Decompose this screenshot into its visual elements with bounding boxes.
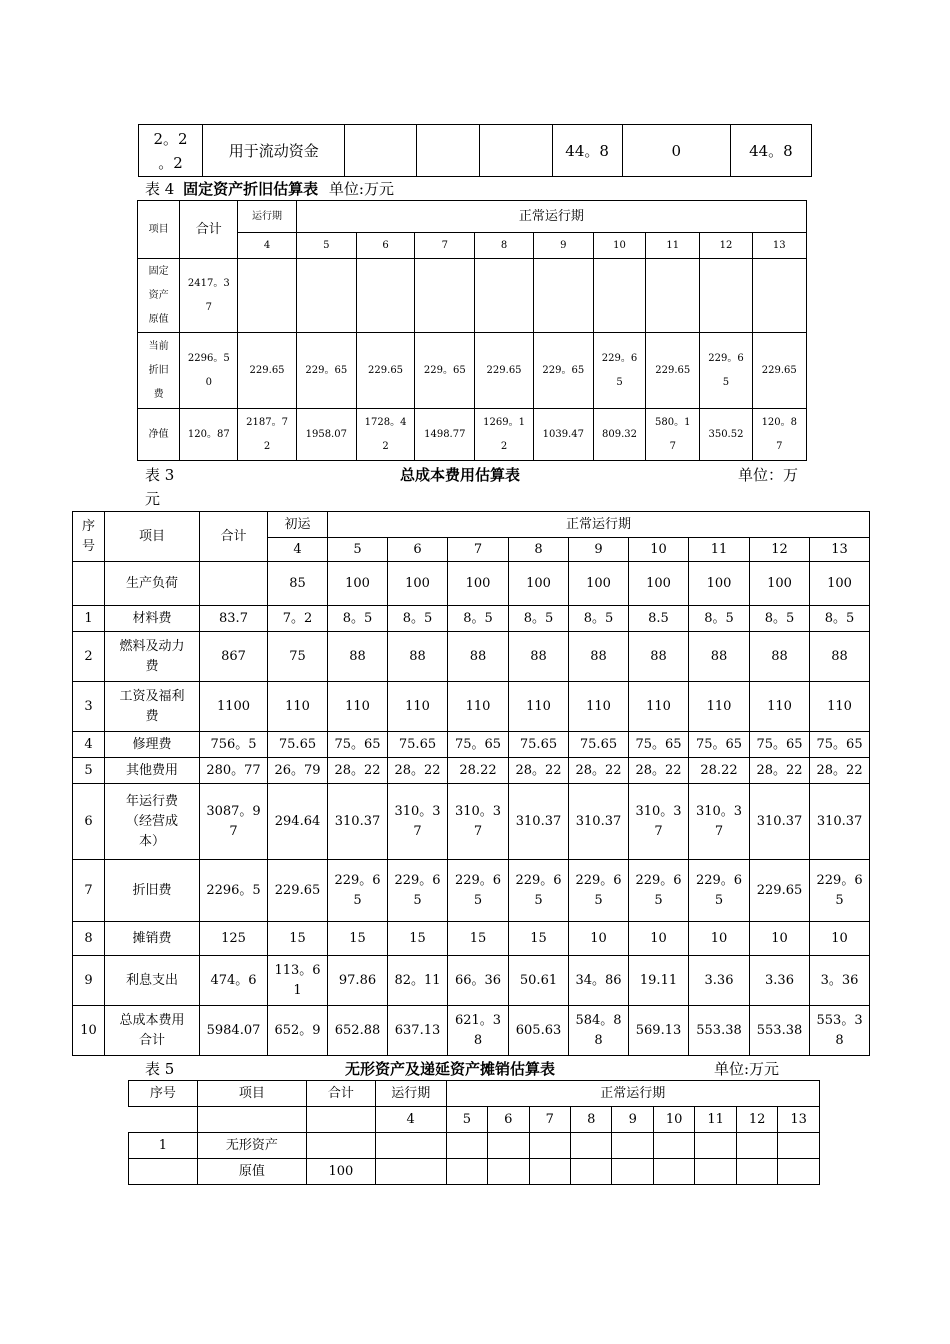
- cell: [307, 1107, 376, 1133]
- cell: 110: [689, 682, 750, 732]
- cell: [488, 1133, 529, 1159]
- header-normal: 正常运行期: [328, 512, 870, 538]
- cell: 229。6 5: [328, 860, 388, 922]
- year-header: 5: [446, 1107, 487, 1133]
- cell: 7。2: [268, 606, 328, 632]
- cell: 50.61: [509, 956, 569, 1006]
- row-label: 固定 资产 原值: [138, 259, 180, 333]
- row-item: 生产负荷: [105, 562, 200, 606]
- cell: [375, 1133, 446, 1159]
- cell: 3.36: [689, 956, 750, 1006]
- cell: 310.37: [810, 784, 870, 860]
- cell: [529, 1159, 570, 1185]
- cell: 8。5: [509, 606, 569, 632]
- cell: 15: [509, 922, 569, 956]
- cell: 110: [509, 682, 569, 732]
- table-row: [73, 860, 870, 922]
- cell: 88: [810, 632, 870, 682]
- cell: 15: [388, 922, 448, 956]
- year-header: 11: [646, 233, 700, 259]
- year-header: 11: [695, 1107, 736, 1133]
- total-cost-table: [72, 511, 870, 1056]
- year-header: 13: [810, 538, 870, 562]
- cell: 1498.77: [415, 409, 475, 461]
- header-normal: 正常运行期: [446, 1081, 819, 1107]
- cell: 8。5: [569, 606, 629, 632]
- cell: 19.11: [629, 956, 689, 1006]
- table-row: [73, 784, 870, 860]
- cell: [653, 1133, 694, 1159]
- year-header: 12: [736, 1107, 777, 1133]
- cell: 0: [622, 125, 730, 177]
- row-total: [307, 1133, 376, 1159]
- cell: 44。8: [552, 125, 622, 177]
- table-row: [73, 632, 870, 682]
- row-total: 280。77: [200, 758, 268, 784]
- cell: 310.37: [328, 784, 388, 860]
- cell: 8。5: [448, 606, 509, 632]
- cell: 110: [750, 682, 810, 732]
- cell: 66。36: [448, 956, 509, 1006]
- cell: 75.65: [388, 732, 448, 758]
- row-item: 其他费用: [105, 758, 200, 784]
- row-total: 5984.07: [200, 1006, 268, 1056]
- cell: [778, 1159, 820, 1185]
- row-number: 6: [73, 784, 105, 860]
- cell: [296, 259, 356, 333]
- row-total: [200, 562, 268, 606]
- header-trial: 运行期: [375, 1081, 446, 1107]
- year-header: 13: [752, 233, 806, 259]
- cell: [529, 1133, 570, 1159]
- cell: 809.32: [593, 409, 645, 461]
- cell: 110: [388, 682, 448, 732]
- cell: 100: [810, 562, 870, 606]
- row-item: 材料费: [105, 606, 200, 632]
- row-number: 3: [73, 682, 105, 732]
- cell: 8。5: [810, 606, 870, 632]
- header-no: 序号: [129, 1081, 198, 1107]
- cell: 100: [569, 562, 629, 606]
- table-row: [138, 259, 807, 333]
- year-header: 13: [778, 1107, 820, 1133]
- cell: 120。8 7: [752, 409, 806, 461]
- cell: [446, 1159, 487, 1185]
- cell: 97.86: [328, 956, 388, 1006]
- cell: 75。65: [750, 732, 810, 758]
- cell: 88: [629, 632, 689, 682]
- cell: 100: [328, 562, 388, 606]
- cell: [695, 1159, 736, 1185]
- cell: 75。65: [689, 732, 750, 758]
- row-total: 83.7: [200, 606, 268, 632]
- cell: 82。11: [388, 956, 448, 1006]
- table-row: [138, 333, 807, 409]
- cell: [695, 1133, 736, 1159]
- year-header: 8: [475, 233, 533, 259]
- cell: 229.65: [475, 333, 533, 409]
- year-header: 10: [629, 538, 689, 562]
- cell: 88: [388, 632, 448, 682]
- cell: 229。65: [533, 333, 593, 409]
- table-row: [129, 1133, 820, 1159]
- cell: 229.65: [752, 333, 806, 409]
- year-header: 5: [328, 538, 388, 562]
- cell: 310。3 7: [629, 784, 689, 860]
- cell: 100: [509, 562, 569, 606]
- year-header: 10: [593, 233, 645, 259]
- amortization-table: [128, 1080, 820, 1185]
- row-number: 2: [73, 632, 105, 682]
- cell: 28。22: [388, 758, 448, 784]
- row-item: 折旧费: [105, 860, 200, 922]
- row-total: 1100: [200, 682, 268, 732]
- cell: 553.38: [750, 1006, 810, 1056]
- cell: 8。5: [750, 606, 810, 632]
- row-number: 4: [73, 732, 105, 758]
- cell: [375, 1159, 446, 1185]
- cell: [736, 1133, 777, 1159]
- cell: [646, 259, 700, 333]
- header-normal: 正常运行期: [296, 201, 806, 233]
- row-total: 756。5: [200, 732, 268, 758]
- cell: 8.5: [629, 606, 689, 632]
- row-item: 无形资产: [197, 1133, 306, 1159]
- cell: 229。6 5: [700, 333, 752, 409]
- cell: [778, 1133, 820, 1159]
- table4-caption-prefix: 表 4: [145, 180, 175, 198]
- cell: 75。65: [448, 732, 509, 758]
- row-total: 474。6: [200, 956, 268, 1006]
- cell: 569.13: [629, 1006, 689, 1056]
- cell: 100: [629, 562, 689, 606]
- cell: 15: [268, 922, 328, 956]
- cell: 75.65: [509, 732, 569, 758]
- cell: 8。5: [689, 606, 750, 632]
- table5-title: 无形资产及递延资产摊销估算表: [345, 1060, 556, 1078]
- cell: 310。3 7: [388, 784, 448, 860]
- cell: 621。3 8: [448, 1006, 509, 1056]
- cell: 88: [569, 632, 629, 682]
- row-item: 用于流动资金: [203, 125, 345, 177]
- table-header-row: [129, 1081, 820, 1107]
- cell: 8。5: [388, 606, 448, 632]
- cell: 75.65: [268, 732, 328, 758]
- cell: 1728。4 2: [356, 409, 414, 461]
- header-total: 合计: [180, 201, 238, 259]
- year-header: 9: [533, 233, 593, 259]
- cell: 110: [629, 682, 689, 732]
- table-header-row: [138, 201, 807, 233]
- year-header: 8: [571, 1107, 612, 1133]
- cell: [571, 1159, 612, 1185]
- cell: 310。3 7: [448, 784, 509, 860]
- table-header-row: [73, 512, 870, 538]
- row-total: 867: [200, 632, 268, 682]
- table3-unit: 单位：万: [738, 466, 799, 484]
- cell: 1039.47: [533, 409, 593, 461]
- cell: 15: [448, 922, 509, 956]
- cell: 100: [448, 562, 509, 606]
- cell: 652.88: [328, 1006, 388, 1056]
- cell: 229。6 5: [629, 860, 689, 922]
- row-total: 125: [200, 922, 268, 956]
- cell: 28。22: [810, 758, 870, 784]
- cell: 3.36: [750, 956, 810, 1006]
- table-row: [129, 1159, 820, 1185]
- cell: 229。6 5: [689, 860, 750, 922]
- cell: [480, 125, 552, 177]
- cell: 580。1 7: [646, 409, 700, 461]
- year-header: 6: [356, 233, 414, 259]
- row-total: 100: [307, 1159, 376, 1185]
- cell: 8。5: [328, 606, 388, 632]
- cell: 88: [448, 632, 509, 682]
- table5-caption-prefix: 表 5: [145, 1060, 175, 1078]
- cell: [593, 259, 645, 333]
- cell: 229.65: [750, 860, 810, 922]
- row-item: 修理费: [105, 732, 200, 758]
- cell: 75。65: [810, 732, 870, 758]
- cell: 652。9: [268, 1006, 328, 1056]
- header-item: 项目: [197, 1081, 306, 1107]
- year-header: 11: [689, 538, 750, 562]
- cell: 294.64: [268, 784, 328, 860]
- table-row: [73, 732, 870, 758]
- cell: 28。22: [629, 758, 689, 784]
- cell: 88: [750, 632, 810, 682]
- cell: 229。6 5: [810, 860, 870, 922]
- year-row: [138, 233, 807, 259]
- row-number: 9: [73, 956, 105, 1006]
- year-header: 7: [448, 538, 509, 562]
- row-item: 摊销费: [105, 922, 200, 956]
- header-no: 序 号: [73, 512, 105, 562]
- cell: [238, 259, 296, 333]
- cell: 75: [268, 632, 328, 682]
- cell: 28。22: [750, 758, 810, 784]
- previous-table-fragment: [138, 124, 812, 177]
- cell: 88: [328, 632, 388, 682]
- table-row: [73, 922, 870, 956]
- cell: 3。36: [810, 956, 870, 1006]
- cell: 100: [750, 562, 810, 606]
- cell: 10: [750, 922, 810, 956]
- table3-unit-wrap: 元: [145, 490, 161, 508]
- table5-unit: 单位:万元: [714, 1060, 780, 1078]
- cell: 584。8 8: [569, 1006, 629, 1056]
- cell: 28。22: [569, 758, 629, 784]
- cell: 10: [569, 922, 629, 956]
- cell: [653, 1159, 694, 1185]
- year-header: 4: [268, 538, 328, 562]
- cell: 110: [268, 682, 328, 732]
- cell: 44。8: [730, 125, 811, 177]
- cell: [700, 259, 752, 333]
- cell: 229。65: [296, 333, 356, 409]
- cell: 229.65: [268, 860, 328, 922]
- year-header: 9: [569, 538, 629, 562]
- cell: 15: [328, 922, 388, 956]
- cell: 553.38: [689, 1006, 750, 1056]
- row-total: 2296。5: [200, 860, 268, 922]
- year-header: 6: [488, 1107, 529, 1133]
- cell: 75.65: [569, 732, 629, 758]
- cell: 100: [689, 562, 750, 606]
- year-header: 5: [296, 233, 356, 259]
- row-total: 2417。3 7: [180, 259, 238, 333]
- cell: 110: [569, 682, 629, 732]
- cell: 229.65: [356, 333, 414, 409]
- cell: 75。65: [328, 732, 388, 758]
- row-label: 净值: [138, 409, 180, 461]
- cell: 75。65: [629, 732, 689, 758]
- cell: 310.37: [509, 784, 569, 860]
- cell: 110: [328, 682, 388, 732]
- row-item: 工资及福利 费: [105, 682, 200, 732]
- cell: [612, 1133, 653, 1159]
- row-number: [129, 1159, 198, 1185]
- year-header: 6: [388, 538, 448, 562]
- table-row: [73, 758, 870, 784]
- table3-title: 总成本费用估算表: [400, 466, 521, 484]
- table-row: [139, 125, 812, 177]
- cell: 229。6 5: [593, 333, 645, 409]
- cell: 229。65: [415, 333, 475, 409]
- cell: 10: [629, 922, 689, 956]
- cell: 310.37: [569, 784, 629, 860]
- cell: 637.13: [388, 1006, 448, 1056]
- depreciation-table: [137, 200, 807, 461]
- row-number: 10: [73, 1006, 105, 1056]
- year-header: 12: [750, 538, 810, 562]
- table4-caption: [145, 178, 394, 199]
- row-item: 利息支出: [105, 956, 200, 1006]
- table-row: [73, 562, 870, 606]
- cell: 229.65: [646, 333, 700, 409]
- header-trial: 初运: [268, 512, 328, 538]
- cell: 2187。7 2: [238, 409, 296, 461]
- row-label: 当前 折旧 费: [138, 333, 180, 409]
- cell: [752, 259, 806, 333]
- cell: 553。3 8: [810, 1006, 870, 1056]
- cell: [488, 1159, 529, 1185]
- row-item: 燃料及动力 费: [105, 632, 200, 682]
- cell: 34。86: [569, 956, 629, 1006]
- cell: 310。3 7: [689, 784, 750, 860]
- cell: 113。6 1: [268, 956, 328, 1006]
- table-row: [73, 1006, 870, 1056]
- year-row: [129, 1107, 820, 1133]
- cell: [415, 259, 475, 333]
- cell: [345, 125, 417, 177]
- year-header: 7: [415, 233, 475, 259]
- cell: [197, 1107, 306, 1133]
- year-header: 12: [700, 233, 752, 259]
- table-row: [73, 956, 870, 1006]
- cell: [129, 1107, 198, 1133]
- year-header: 7: [529, 1107, 570, 1133]
- cell: [446, 1133, 487, 1159]
- cell: 28.22: [448, 758, 509, 784]
- cell: [417, 125, 480, 177]
- row-number: 1: [73, 606, 105, 632]
- header-item: 项目: [105, 512, 200, 562]
- table4-title: 固定资产折旧估算表: [183, 180, 319, 198]
- row-item: 年运行费 （经营成 本）: [105, 784, 200, 860]
- cell: 28.22: [689, 758, 750, 784]
- table-row: [73, 682, 870, 732]
- cell: 28。22: [328, 758, 388, 784]
- table3-caption-prefix: 表 3: [145, 466, 175, 484]
- cell: [612, 1159, 653, 1185]
- table-row: [73, 606, 870, 632]
- year-header: 4: [238, 233, 296, 259]
- row-number: 7: [73, 860, 105, 922]
- cell: 229。6 5: [569, 860, 629, 922]
- header-total: 合计: [200, 512, 268, 562]
- cell: [533, 259, 593, 333]
- header-total: 合计: [307, 1081, 376, 1107]
- row-number: 1: [129, 1133, 198, 1159]
- year-header: 9: [612, 1107, 653, 1133]
- cell: 229。6 5: [448, 860, 509, 922]
- cell: 10: [689, 922, 750, 956]
- year-header: 4: [375, 1107, 446, 1133]
- cell: 100: [388, 562, 448, 606]
- cell: 605.63: [509, 1006, 569, 1056]
- row-total: 3087。9 7: [200, 784, 268, 860]
- row-number: 8: [73, 922, 105, 956]
- cell: 110: [810, 682, 870, 732]
- row-item: 原值: [197, 1159, 306, 1185]
- cell: 85: [268, 562, 328, 606]
- cell: 229。6 5: [388, 860, 448, 922]
- row-total: 2296。5 0: [180, 333, 238, 409]
- cell: 229.65: [238, 333, 296, 409]
- row-total: 120。87: [180, 409, 238, 461]
- cell: [736, 1159, 777, 1185]
- cell: 28。22: [509, 758, 569, 784]
- cell: 1269。1 2: [475, 409, 533, 461]
- header-trial: 运行期: [238, 201, 296, 233]
- cell: 88: [509, 632, 569, 682]
- table-row: [138, 409, 807, 461]
- cell: 10: [810, 922, 870, 956]
- row-item: 总成本费用 合计: [105, 1006, 200, 1056]
- header-item: 项目: [138, 201, 180, 259]
- cell: [356, 259, 414, 333]
- cell: 229。6 5: [509, 860, 569, 922]
- cell: 26。79: [268, 758, 328, 784]
- year-header: 10: [653, 1107, 694, 1133]
- cell: 350.52: [700, 409, 752, 461]
- cell: 110: [448, 682, 509, 732]
- row-number: 5: [73, 758, 105, 784]
- row-number: [73, 562, 105, 606]
- cell: [571, 1133, 612, 1159]
- row-number: 2。2 。2: [139, 125, 203, 177]
- cell: 88: [689, 632, 750, 682]
- table4-unit: 单位:万元: [328, 180, 394, 198]
- year-header: 8: [509, 538, 569, 562]
- cell: 310.37: [750, 784, 810, 860]
- cell: [475, 259, 533, 333]
- cell: 1958.07: [296, 409, 356, 461]
